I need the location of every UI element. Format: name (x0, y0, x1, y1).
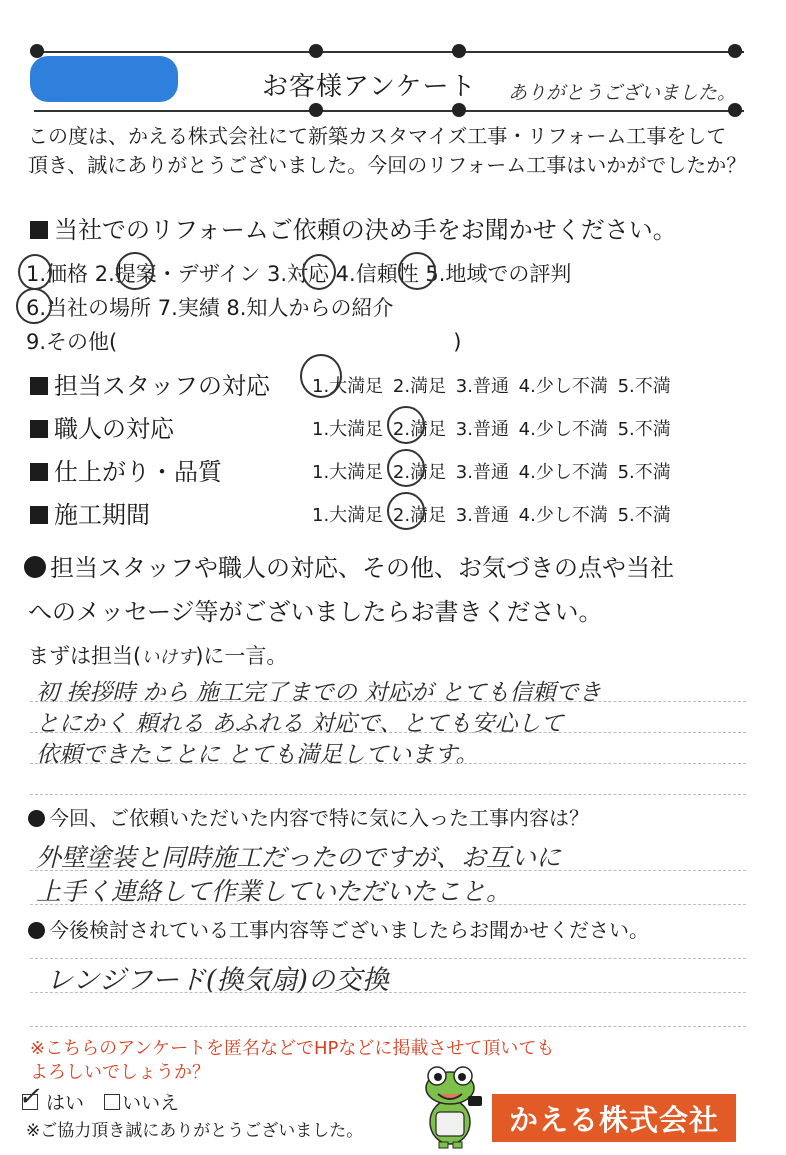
writing-line (30, 794, 746, 795)
selection-circle-icon (387, 406, 425, 444)
checkmark-icon: ✓ (18, 1082, 40, 1112)
rating-scale-period: 1.大満足 2.満足 3.普通 4.少し不満 5.不満 (312, 505, 671, 526)
q1-options-row-3: 9.その他( ) (26, 330, 462, 354)
intro-line-1: この度は、かえる株式会社にて新築カスタマイズ工事・リフォーム工事をして (28, 124, 727, 148)
q3-answer-line-2: 上手く連絡して作業していただいたこと。 (36, 877, 512, 906)
square-bullet-icon (30, 221, 48, 239)
selection-circle-icon (300, 354, 342, 398)
selection-circle-icon (116, 252, 154, 290)
q1-options-row-1: 1.価格 2.提案・デザイン 3.対応 4.信頼性 5.地域での評判 (26, 262, 572, 286)
selection-circle-icon (18, 254, 52, 290)
selection-circle-icon (16, 288, 52, 324)
writing-line (30, 904, 746, 905)
rating-label-staff: 担当スタッフの対応 (30, 366, 270, 401)
q1-heading: 当社でのリフォームご依頼の決め手をお聞かせください。 (30, 210, 677, 245)
handwritten-staff-name: いけす (141, 647, 196, 668)
writing-line (30, 870, 746, 871)
publication-notice-line-2: よろしいでしょうか？ (30, 1062, 210, 1083)
intro-line-2: 頂き、誠にありがとうございました。今回のリフォーム工事はいかがでしたか？ (28, 153, 747, 177)
q2-answer-line-1: 初 挨拶時 から 施工完了までの 対応が とても信頼でき (36, 680, 602, 706)
writing-line (30, 1026, 746, 1027)
square-bullet-icon (30, 506, 48, 524)
q2-heading-line-1: 担当スタッフや職人の対応、その他、お気づきの点や当社 (24, 548, 674, 583)
consent-no-option[interactable]: いいえ (104, 1092, 179, 1114)
q4-heading: 今後検討されている工事内容等ございましたらお聞かせください。 (28, 914, 649, 943)
q3-heading: 今回、ご依頼いただいた内容で特に気に入った工事内容は？ (28, 802, 589, 831)
rating-scale-staff: 1.大満足 2.満足 3.普通 4.少し不満 5.不満 (312, 376, 671, 397)
square-bullet-icon (30, 377, 48, 395)
rating-scale-craftsman: 1.大満足 2.満足 3.普通 4.少し不満 5.不満 (312, 419, 671, 440)
consent-yes-option[interactable]: ✓ はい (18, 1082, 85, 1114)
square-bullet-icon (30, 420, 48, 438)
q2-answer-line-3: 依頼できたことに とても満足しています。 (36, 742, 479, 768)
page-title: お客様アンケート (262, 72, 477, 102)
checkbox-icon[interactable] (104, 1094, 120, 1110)
writing-line (30, 732, 746, 733)
rating-label-craftsman: 職人の対応 (30, 409, 174, 444)
handwritten-thanks: ありがとうございました。 (508, 82, 737, 104)
rating-label-quality: 仕上がり・品質 (30, 452, 222, 487)
redaction-mark (30, 56, 178, 102)
q2-answer-line-2: とにかく 頼れる あふれる 対応で、とても安心して (36, 711, 564, 737)
square-bullet-icon (30, 463, 48, 481)
writing-line (30, 763, 746, 764)
writing-line (30, 992, 746, 993)
company-logo: かえる株式会社 (492, 1094, 736, 1142)
selection-circle-icon (302, 254, 336, 290)
selection-circle-icon (387, 492, 425, 530)
selection-circle-icon (398, 252, 436, 290)
publication-notice-line-1: ※こちらのアンケートを匿名などでHPなどに掲載させて頂いても (30, 1038, 555, 1059)
closing-thanks: ※ご協力頂き誠にありがとうございました。 (26, 1121, 364, 1141)
rating-scale-quality: 1.大満足 2.満足 3.普通 4.少し不満 5.不満 (312, 462, 671, 483)
selection-circle-icon (387, 449, 425, 487)
writing-line (30, 958, 746, 959)
q2-staff-prompt: まずは担当(いけす)に一言。 (28, 644, 288, 668)
q2-heading-line-2: へのメッセージ等がございましたらお書きください。 (28, 598, 603, 626)
q1-options-row-2: 6.当社の場所 7.実績 8.知人からの紹介 (26, 296, 394, 320)
frog-mascot-icon (412, 1060, 488, 1150)
q4-answer: レンジフード(換気扇)の交換 (46, 965, 389, 996)
consent-row (18, 1082, 180, 1115)
writing-line (30, 701, 746, 702)
rating-label-period: 施工期間 (30, 495, 150, 530)
q3-answer-line-1: 外壁塗装と同時施工だったのですが、お互いに (36, 843, 562, 872)
